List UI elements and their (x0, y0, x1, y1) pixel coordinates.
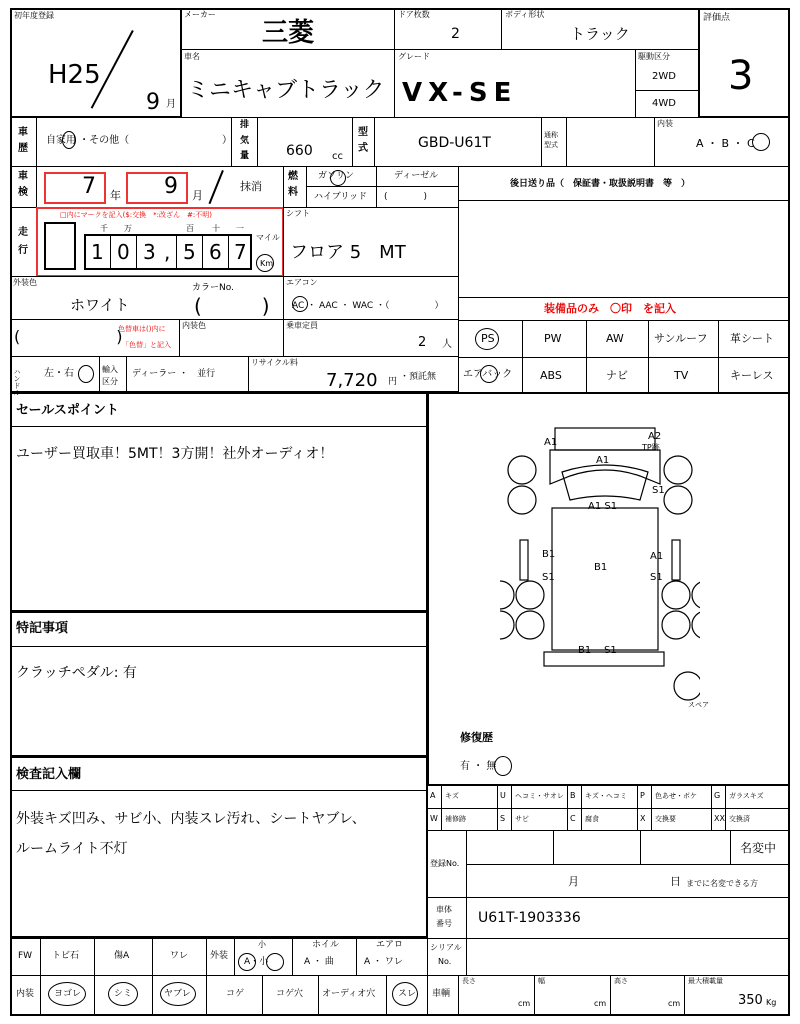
equip-row2-div3 (648, 357, 649, 393)
mileage-sep-2 (136, 234, 137, 270)
equip-row1-div3 (648, 320, 649, 358)
reg-vdiv-1 (553, 830, 554, 864)
br2-d6 (318, 975, 319, 1016)
br2-d3 (152, 975, 153, 1016)
legend-divider (711, 808, 712, 831)
bottom-naiso: 内装 (16, 989, 35, 999)
equip-tv: TV (674, 369, 689, 382)
br1-d4 (206, 938, 207, 976)
br1-d1 (40, 938, 41, 976)
inspection-year-box (44, 172, 106, 204)
legend-divider (725, 808, 726, 831)
fuel-vdivider (376, 166, 377, 208)
br1-d7 (356, 938, 357, 976)
equip-abs: ABS (540, 369, 562, 382)
mileage-digit-3: 3 (143, 240, 156, 264)
first-reg-label: 初年度登録 (14, 11, 54, 20)
shift-value: フロア 5 MT (290, 242, 406, 263)
displacement-value: 660 (286, 143, 313, 159)
br1-d2 (94, 938, 95, 976)
diag-label-b1-left: B1 (542, 549, 556, 560)
sales-point-text: ユーザー買取車！5MT！3方開！社外オーディオ！ (16, 446, 334, 462)
history-label-2: 歴 (18, 143, 28, 154)
dim-load-unit: Kg (766, 998, 777, 1007)
fuel-divider (306, 166, 307, 208)
bottom-circle-a (238, 953, 256, 971)
mileage-digit-5: 6 (209, 240, 222, 264)
recycle-label: リサイクル料 (251, 358, 298, 367)
dim-length: 長さ (462, 977, 476, 985)
legend-value: 色あせ・ボケ (655, 792, 697, 800)
color-change-paren: ( ) (14, 327, 123, 346)
serial-divider (466, 938, 467, 976)
legend-divider (637, 785, 638, 808)
legend-key: A (430, 791, 436, 800)
common-model-label-2: 型式 (544, 141, 558, 149)
first-reg-month-unit: 月 (166, 99, 176, 110)
inspector-line-2: ルームライト不灯 (16, 841, 128, 857)
mileage-lakh-box (44, 222, 76, 270)
inspection-month: 9 (164, 174, 178, 199)
model-label-1: 型 (358, 127, 368, 138)
repair-label: 修復歴 (460, 731, 493, 744)
special-label: 特記事項 (16, 621, 69, 636)
equip-pw: PW (544, 332, 562, 345)
car-name-label: 車名 (184, 52, 200, 61)
common-model-box (541, 117, 655, 167)
model-value: GBD-U61T (418, 135, 491, 151)
diag-label-tp: TP跡 (642, 443, 660, 452)
inspection-year-unit: 年 (110, 189, 121, 202)
mileage-unit-mile: マイル (256, 233, 280, 242)
left-mirror (520, 540, 528, 580)
mileage-unit-hyaku: 百 (186, 224, 194, 233)
ext-color-no-paren: ( ) (194, 294, 270, 318)
handle-value: 左・右 (44, 368, 74, 379)
br2-d4 (206, 975, 207, 1016)
grade-value: VX-SE (402, 78, 518, 108)
legend-key: W (430, 814, 438, 823)
legend-value: 交換要 (655, 815, 676, 823)
inspection-year: 7 (82, 174, 96, 199)
legend-value: 腐食 (585, 815, 599, 823)
bottom-opt-a-kyoku: A ・ 曲 (304, 957, 334, 967)
fuel-hdivider (306, 186, 459, 187)
br1-d6 (292, 938, 293, 976)
aircon-value: AC ・ AAC ・ WAC ・（ ） (292, 301, 444, 311)
legend-value: ガラスキズ (729, 792, 764, 800)
score-value: 3 (728, 53, 754, 99)
dim-d2 (610, 975, 611, 1016)
doors-value: 2 (451, 26, 460, 42)
displacement-label-3: 量 (240, 151, 250, 161)
reg-day: 日 (670, 875, 681, 888)
diag-label-a1s1-center: A1 S1 (588, 501, 618, 512)
aircon-label: エアコン (286, 278, 318, 287)
color-change-note-2: 「色替」と記入 (122, 341, 171, 349)
inspection-cancel: 抹消 (240, 180, 262, 193)
mileage-digit-6: 7 (234, 240, 247, 264)
diag-label-b1-rear: B1 (578, 645, 592, 656)
legend-mid (427, 808, 790, 809)
bottom-shimi: シミ (114, 989, 133, 999)
diag-label-a1-right: A1 (650, 551, 664, 562)
diag-label-s1-left: S1 (542, 572, 555, 583)
cargo-bed (552, 508, 658, 650)
drive-divider (635, 90, 699, 91)
body-type-label: ボディ形状 (505, 10, 545, 19)
capacity-label: 乗車定員 (286, 321, 318, 330)
drive-opt-2wd: 2WD (652, 71, 676, 82)
right-mirror (672, 540, 680, 580)
bottom-kogeana: コゲ穴 (276, 989, 304, 999)
dim-d0 (458, 975, 459, 1016)
mileage-unit-km: Km (260, 259, 274, 268)
ext-color-label: 外装色 (13, 278, 37, 287)
drive-label: 駆動区分 (638, 52, 670, 61)
history-value: 自家用 ・その他（ (46, 135, 130, 146)
interior-value: A ・ B ・ C (696, 137, 755, 150)
dim-width: 幅 (538, 977, 545, 985)
sales-point-divider (10, 426, 428, 427)
legend-key: S (500, 814, 506, 823)
fuel-hybrid: ハイブリッド (314, 192, 368, 202)
handle-circle (78, 365, 94, 383)
equip-row1-div4 (718, 320, 719, 358)
reg-hdivider (466, 864, 790, 865)
inspector-label: 検査記入欄 (16, 767, 82, 782)
diag-label-spare: スペア (688, 701, 709, 709)
reg-month: 月 (568, 875, 579, 888)
legend-divider (441, 785, 442, 808)
mileage-sep-5 (228, 234, 229, 270)
mileage-comma: , (164, 240, 171, 264)
legend-divider (581, 785, 582, 808)
legend-key: B (570, 791, 576, 800)
chassis-divider (466, 897, 467, 939)
bottom-opt-a-small: A・小 (244, 957, 269, 967)
serial-box (427, 938, 790, 976)
legend-value: キズ (445, 792, 459, 800)
inspection-month-unit: 月 (192, 189, 203, 202)
legend-divider (511, 808, 512, 831)
bottom-tobi: トビ石 (52, 951, 80, 961)
dim-load-value: 350 (738, 993, 763, 1008)
dim-label: 車輌 (432, 989, 451, 999)
equip-keyless: キーレス (730, 369, 774, 382)
handle-label: ハンドル (13, 368, 21, 396)
color-change-note-1: 色替車は()内に (118, 325, 166, 333)
history-label-1: 車 (18, 127, 28, 138)
capacity-value: 2 (418, 335, 427, 350)
mileage-km-circle (256, 254, 274, 272)
first-reg-era-year: H25 (48, 60, 101, 90)
maker-label: メーカー (184, 10, 216, 19)
bottom-koge: コゲ (226, 989, 245, 999)
legend-divider (725, 785, 726, 808)
dim-d3 (684, 975, 685, 1016)
mileage-unit-juu: 十 (212, 224, 220, 233)
mileage-digit-4: 5 (183, 240, 196, 264)
reg-vdiv-3 (730, 830, 731, 864)
equip-row2-div1 (522, 357, 523, 393)
mileage-digit-2: 0 (117, 240, 130, 264)
legend-divider (497, 785, 498, 808)
equip-aw: AW (606, 332, 624, 345)
delivery-label: 後日送り品（ 保証書・取扱説明書 等 ） (510, 179, 691, 189)
diag-label-b1-center: B1 (594, 562, 608, 573)
mileage-label-1: 走 (18, 227, 28, 238)
bottom-circle-yabure (160, 982, 196, 1006)
history-circle-mark (62, 131, 76, 149)
legend-value: ヘコミ・サオレ (515, 792, 564, 800)
mileage-unit-ichi: 一 (236, 224, 244, 233)
equip-row1-div1 (522, 320, 523, 358)
legend-divider (511, 785, 512, 808)
equip-ps: PS (481, 332, 495, 345)
cab-roof (555, 428, 655, 450)
inspector-divider (10, 790, 428, 791)
repair-value: 有 ・ 無 (460, 761, 497, 772)
br2-d7 (386, 975, 387, 1016)
shift-label: シフト (286, 209, 310, 218)
reg-until: までに名変できる方 (686, 879, 758, 888)
repair-circle (494, 756, 512, 776)
capacity-unit: 人 (442, 339, 452, 350)
displacement-unit: cc (332, 151, 343, 162)
model-divider (374, 117, 375, 167)
dim-height-cm: cm (668, 999, 681, 1008)
import-value: ディーラー ・ 並行 (132, 369, 216, 379)
sales-point-label: セールスポイント (16, 403, 119, 418)
legend-value: キズ・ヘコミ (585, 792, 627, 800)
equip-row2-div4 (718, 357, 719, 393)
inspection-month-box (126, 172, 188, 204)
bottom-opt-a-ware: A ・ ワレ (364, 957, 403, 967)
diag-label-a2: A2 (648, 431, 662, 442)
mileage-sep-3 (176, 234, 177, 270)
mileage-sep-1 (110, 234, 111, 270)
legend-divider (581, 808, 582, 831)
bottom-aero: エアロ (376, 940, 404, 950)
drive-opt-4wd: 4WD (652, 98, 676, 109)
ext-color-value: ホワイト (70, 296, 130, 314)
inspector-line-1: 外装キズ凹み、サビ小、内装スレ汚れ、シートヤブレ、 (16, 811, 366, 827)
common-model-label-1: 通称 (544, 131, 558, 139)
bottom-wheel: ホイル (312, 940, 340, 950)
chassis-label-2: 番号 (436, 919, 452, 928)
equip-airbag: エアバック (463, 369, 513, 380)
diag-label-s1-right: S1 (652, 485, 665, 496)
legend-key: P (640, 791, 645, 800)
legend-divider (651, 808, 652, 831)
bottom-kizu: 傷A (114, 951, 130, 961)
equip-airbag-circle (480, 365, 498, 383)
model-label-2: 式 (358, 143, 368, 154)
fuel-paren: ( ) (384, 192, 428, 202)
import-divider (126, 356, 127, 392)
special-box (10, 611, 428, 757)
dimensions-box (427, 975, 790, 1016)
chassis-label-1: 車体 (436, 905, 452, 914)
equip-navi: ナビ (606, 369, 628, 382)
diag-label-s1-rear: S1 (604, 645, 617, 656)
reg-label: 登録No. (430, 859, 460, 868)
mileage-digit-1: 1 (91, 240, 104, 264)
br1-d5 (234, 938, 235, 976)
br1-d3 (152, 938, 153, 976)
legend-divider (637, 808, 638, 831)
reg-name-change: 名変中 (740, 841, 777, 855)
serial-label-1: シリアル (430, 943, 462, 952)
bottom-yogore: ヨゴレ (54, 989, 82, 999)
diag-label-a1-topleft: A1 (544, 437, 558, 448)
bottom-ware: ワレ (170, 951, 189, 961)
maker-value: 三菱 (262, 18, 315, 48)
chassis-value: U61T-1903336 (478, 910, 581, 926)
recycle-unit: 円 (388, 377, 398, 387)
legend-divider (651, 785, 652, 808)
legend-key: U (500, 791, 506, 800)
sales-point-box (10, 392, 428, 612)
equip-sunroof: サンルーフ (654, 332, 708, 345)
dim-d1 (534, 975, 535, 1016)
recycle-value: 7,720 (326, 370, 378, 391)
bottom-sure: スレ (398, 989, 417, 999)
bottom-audio: オーディオ穴 (322, 989, 376, 999)
doors-label: ドア枚数 (398, 10, 430, 19)
bottom-circle-shimi (108, 982, 138, 1006)
displacement-label-2: 気 (240, 136, 250, 146)
legend-key: G (714, 791, 721, 800)
legend-divider (497, 808, 498, 831)
diag-label-s1-right-lower: S1 (650, 572, 663, 583)
legend-value: サビ (515, 815, 529, 823)
car-name-value: ミニキャブトラック (187, 78, 385, 103)
score-label: 評価点 (703, 13, 731, 23)
equip-leather: 革シート (730, 332, 774, 345)
legend-value: 交換済 (729, 815, 750, 823)
equip-ps-circle (475, 328, 499, 350)
legend-key: XX (714, 814, 725, 823)
inspection-label-2: 検 (18, 187, 28, 198)
body-type-value: トラック (570, 25, 630, 43)
fuel-label-2: 料 (288, 187, 298, 198)
fuel-label-1: 燃 (288, 171, 298, 182)
dim-load: 最大積載量 (688, 977, 723, 985)
grade-label: グレード (398, 52, 430, 61)
displacement-label-1: 排 (240, 120, 250, 130)
delivery-divider (458, 200, 790, 201)
bottom-yabure: ヤブレ (164, 989, 191, 999)
legend-key: C (570, 814, 576, 823)
legend-divider (711, 785, 712, 808)
common-model-divider (566, 117, 567, 167)
bottom-circle-sure (392, 982, 418, 1006)
equip-row2-div2 (586, 357, 587, 393)
interior-label: 内装 (657, 119, 673, 128)
int-color-label: 内装色 (182, 321, 206, 330)
mileage-unit-thousand: 千 (100, 224, 108, 233)
legend-divider (567, 808, 568, 831)
legend-key: X (640, 814, 646, 823)
dim-width-cm: cm (594, 999, 607, 1008)
br2-d2 (94, 975, 95, 1016)
interior-circle-mark (752, 133, 770, 151)
mileage-note: □内にマークを記入($:交換 *:改ざん #:不明) (60, 211, 212, 219)
bottom-circle-yogore (48, 982, 86, 1006)
history-divider (36, 117, 37, 167)
first-reg-month: 9 (146, 90, 160, 115)
bottom-small: 小 (258, 940, 266, 949)
mileage-label-2: 行 (18, 245, 28, 256)
mileage-unit-man: 万 (124, 224, 132, 233)
equip-row1-div2 (586, 320, 587, 358)
bottom-gaiso: 外装 (210, 951, 229, 961)
history-close: ） (222, 135, 232, 146)
legend-value: 補修跡 (445, 815, 466, 823)
special-divider (10, 646, 428, 647)
aircon-circle-mark (292, 296, 308, 312)
dim-height: 高さ (614, 977, 628, 985)
mileage-sep-4 (202, 234, 203, 270)
import-label: 輸入区分 (102, 365, 118, 386)
recycle-deposit: ・預託無 (400, 372, 437, 382)
bottom-circle-small (266, 953, 284, 971)
inspection-label-1: 車 (18, 171, 28, 182)
fuel-diesel: ディーゼル (394, 171, 439, 181)
equip-header: 装備品のみ 〇印 を記入 (544, 302, 676, 315)
reg-vdiv-2 (640, 830, 641, 864)
legend-divider (567, 785, 568, 808)
fuel-gas: ガソリン (318, 171, 355, 181)
dim-length-cm: cm (518, 999, 531, 1008)
inspection-divider (36, 166, 37, 208)
br2-d1 (40, 975, 41, 1016)
displacement-divider (257, 117, 258, 167)
br2-d5 (262, 975, 263, 1016)
special-text: クラッチペダル: 有 (16, 665, 137, 681)
serial-label-2: No. (438, 957, 452, 966)
bottom-fw: FW (18, 951, 33, 961)
diag-label-a1-roof: A1 (596, 455, 610, 466)
ext-color-no-label: カラーNo. (192, 283, 234, 293)
legend-divider (441, 808, 442, 831)
fuel-circle-mark (330, 170, 346, 186)
